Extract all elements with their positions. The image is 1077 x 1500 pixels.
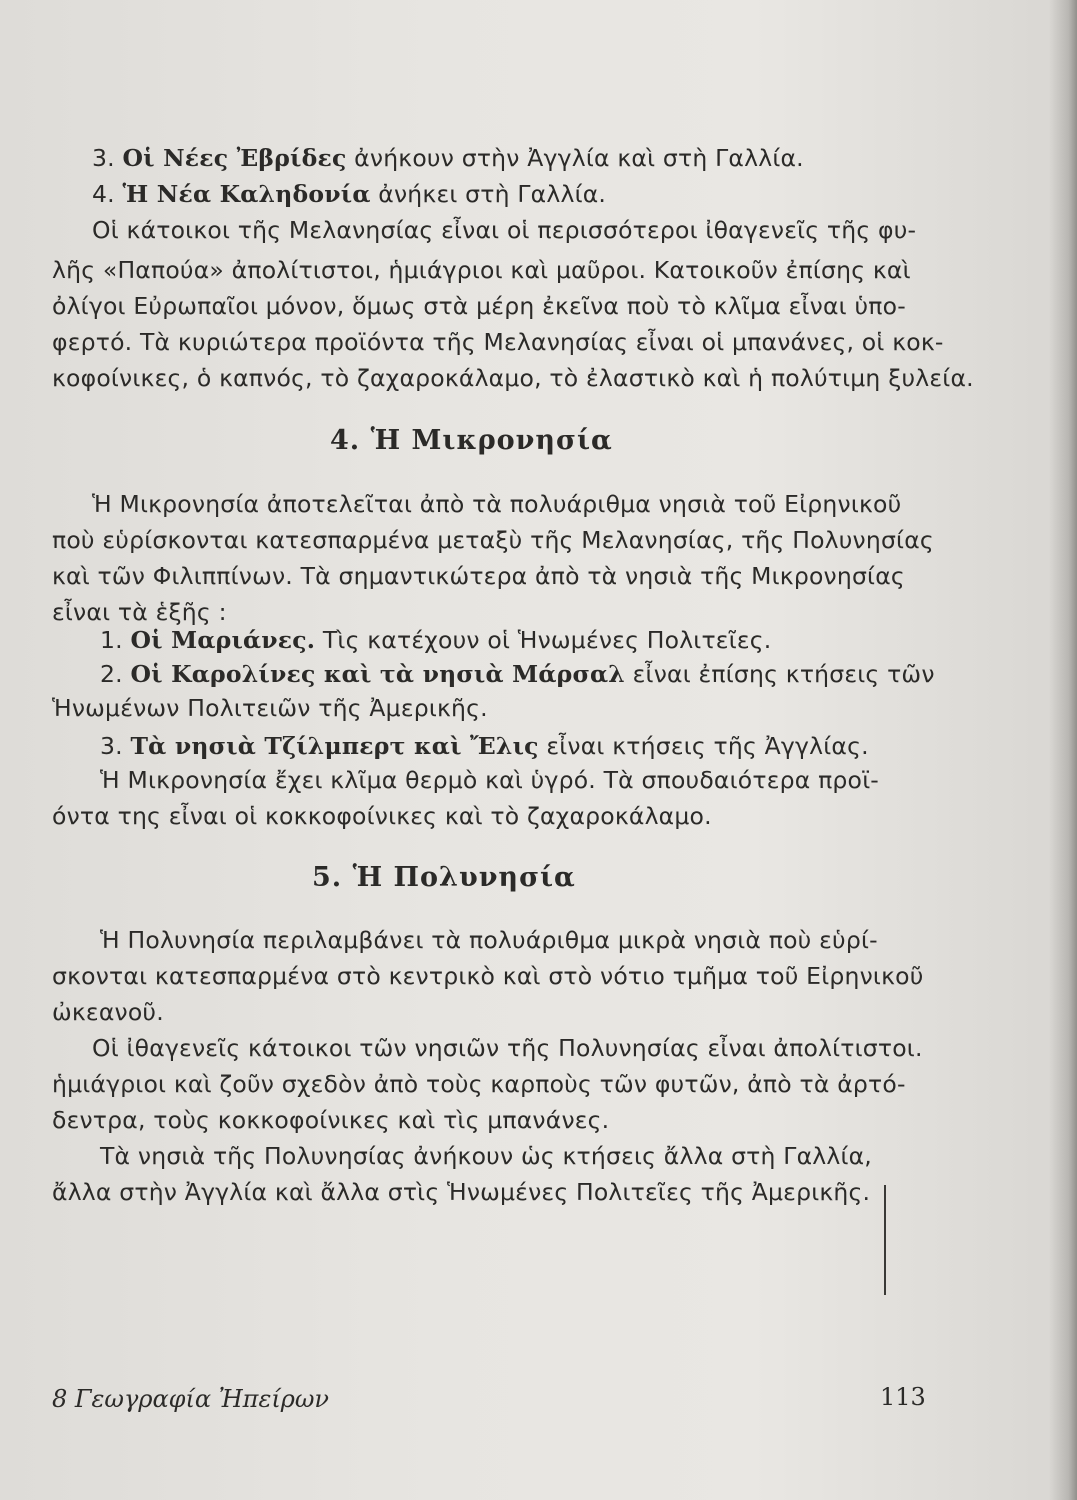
paragraph-line: κοφοίνικες, ὁ καπνός, τὸ ζαχαροκάλαμο, τὸ ἐλαστικὸ καὶ ἡ πολύτιμη ξυλεία. (52, 364, 974, 392)
paragraph-line: Ἡ Μικρονησία ἔχει κλῖμα θερμὸ καὶ ὑγρό. Τὰ σπουδαιότερα προϊ- (100, 766, 879, 794)
list-item-carolines: 2. Οἱ Καρολίνες καὶ τὰ νησιὰ Μάρσαλ εἶναι ἐπίσης κτήσεις τῶν (100, 660, 935, 688)
printer-signature: 8 Γεωγραφία Ἠπείρων (52, 1385, 329, 1413)
paragraph-line: εἶναι τὰ ἑξῆς : (52, 598, 227, 626)
list-item-gilbert-ellice: 3. Τὰ νησιὰ Τζίλμπερτ καὶ Ἔλις εἶναι κτήσεις τῆς Ἀγγλίας. (100, 732, 869, 760)
list-item-label: Οἱ Καρολίνες καὶ τὰ νησιὰ Μάρσαλ (130, 660, 625, 688)
paragraph-line: φερτό. Τὰ κυριώτερα προϊόντα τῆς Μελανησίας εἶναι οἱ μπανάνες, οἱ κοκ- (52, 328, 944, 356)
page-edge-shadow (1049, 0, 1077, 1500)
paragraph-line: όντα της εἶναι οἱ κοκκοφοίνικες καὶ τὸ ζαχαροκάλαμο. (52, 802, 712, 830)
paragraph-line: Οἱ κάτοικοι τῆς Μελανησίας εἶναι οἱ περισσότεροι ἰθαγενεῖς τῆς φυ- (92, 216, 917, 244)
list-item-marianas: 1. Οἱ Μαριάνες. Τὶς κατέχουν οἱ Ἡνωμένες Πολιτεῖες. (100, 626, 772, 654)
list-item-new-hebrides: 3. Οἱ Νέες Ἐβρίδες ἀνήκουν στὴν Ἀγγλία καὶ στὴ Γαλλία. (92, 144, 804, 172)
section-heading-micronesia: 4. Ἡ Μικρονησία (330, 425, 613, 456)
section-heading-polynesia: 5. Ἡ Πολυνησία (312, 862, 576, 893)
list-item-new-caledonia: 4. Ἡ Νέα Καληδονία ἀνήκει στὴ Γαλλία. (92, 180, 607, 208)
paragraph-line: Ἡ Μικρονησία ἀποτελεῖται ἀπὸ τὰ πολυάριθμα νησιὰ τοῦ Εἰρηνικοῦ (92, 490, 902, 518)
paragraph-line: δεντρα, τοὺς κοκκοφοίνικες καὶ τὶς μπανάνες. (52, 1106, 610, 1134)
paragraph-line: ποὺ εὑρίσκονται κατεσπαρμένα μεταξὺ τῆς Μελανησίας, τῆς Πολυνησίας (52, 526, 934, 554)
paragraph-line: σκονται κατεσπαρμένα στὸ κεντρικὸ καὶ στὸ νότιο τμῆμα τοῦ Εἰρηνικοῦ (52, 962, 924, 990)
list-item-label: Ἡ Νέα Καληδονία (122, 180, 371, 208)
page-number: 113 (880, 1383, 926, 1411)
paragraph-line: ἄλλα στὴν Ἀγγλία καὶ ἄλλα στὶς Ἡνωμένες Πολιτεῖες τῆς Ἀμερικῆς. (52, 1178, 871, 1206)
paragraph-line: ἡμιάγριοι καὶ ζοῦν σχεδὸν ἀπὸ τοὺς καρποὺς τῶν φυτῶν, ἀπὸ τὰ ἀρτό- (52, 1070, 906, 1098)
list-item-label: Οἱ Μαριάνες. (130, 626, 316, 654)
paragraph-line: Οἱ ἰθαγενεῖς κάτοικοι τῶν νησιῶν τῆς Πολυνησίας εἶναι ἀπολίτιστοι. (92, 1034, 923, 1062)
list-item-label: Οἱ Νέες Ἐβρίδες (122, 144, 347, 172)
list-item-label: Τὰ νησιὰ Τζίλμπερτ καὶ Ἔλις (130, 732, 539, 760)
paragraph-line: Ἡνωμένων Πολιτειῶν τῆς Ἀμερικῆς. (52, 694, 488, 722)
paragraph-line: ὀλίγοι Εὐρωπαῖοι μόνον, ὅμως στὰ μέρη ἐκεῖνα ποὺ τὸ κλῖμα εἶναι ὑπο- (52, 292, 906, 320)
paragraph-line: λῆς «Παπούα» ἀπολίτιστοι, ἡμιάγριοι καὶ μαῦροι. Κατοικοῦν ἐπίσης καὶ (52, 256, 911, 284)
paragraph-line: καὶ τῶν Φιλιππίνων. Τὰ σημαντικώτερα ἀπὸ τὰ νησιὰ τῆς Μικρονησίας (52, 562, 905, 590)
paragraph-line: Τὰ νησιὰ τῆς Πολυνησίας ἀνήκουν ὡς κτήσεις ἄλλα στὴ Γαλλία, (100, 1142, 872, 1170)
paragraph-line: Ἡ Πολυνησία περιλαμβάνει τὰ πολυάριθμα μικρὰ νησιὰ ποὺ εὑρί- (100, 926, 878, 954)
paragraph-line: ὠκεανοῦ. (52, 998, 164, 1026)
margin-pencil-mark (884, 1185, 886, 1295)
